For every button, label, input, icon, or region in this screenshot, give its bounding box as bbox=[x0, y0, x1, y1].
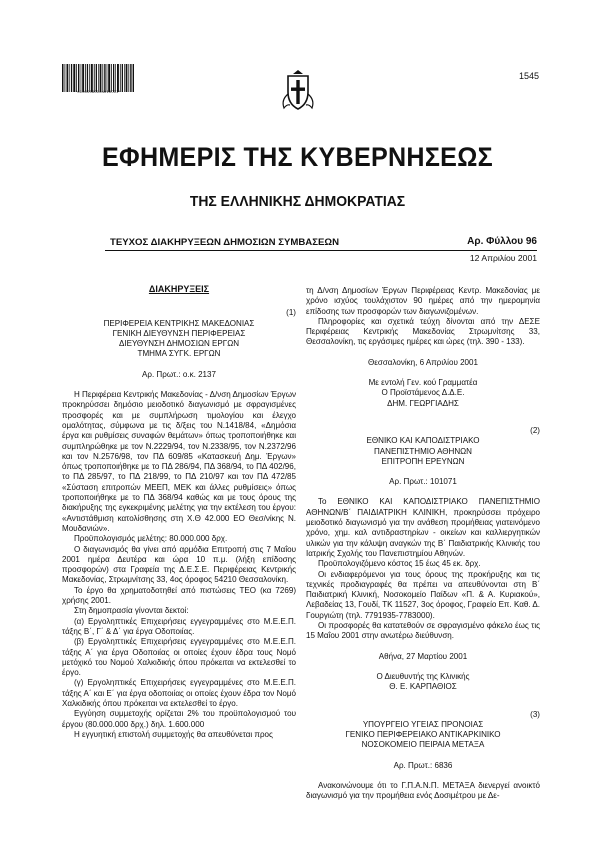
notice-paragraph: (β) Εργοληπτικές Επιχειρήσεις εγγεγραμμένες στο Μ.Ε.Ε.Π. τάξης Α΄ για έργα Οδοποιίας οι οποίες έχουν έδρα τους Νομό μετόχικό του Νομού Χαλκιδικής όπου πρόκειται να εκτελεσθεί το έργο. bbox=[62, 637, 296, 678]
authority-line: ΠΕΡΙΦΕΡΕΙΑ ΚΕΝΤΡΙΚΗΣ ΜΑΚΕΔΟΝΙΑΣ bbox=[103, 318, 255, 328]
notice-paragraph: Στη δημοπρασία γίνονται δεκτοί: bbox=[74, 606, 189, 616]
notice-number: (3) bbox=[530, 709, 540, 719]
notice-paragraph: τη Δ/νση Δημοσίων Έργων Περιφέρειας Κεντρ. Μακεδονίας με χρόνο ισχύος τουλάχιστον 90 ημέρες από την ημερομηνία επίδοσης των προσφορών των διαγωνιζομένων. bbox=[306, 286, 540, 316]
notice-paragraph: (γ) Εργοληπτικές Επιχειρήσεις εγγεγραμμένες στο Μ.Ε.Ε.Π. τάξης Α΄ και Ε΄ για έργα οδοποιίας οι οποίες έχουν έδρα τον Νομό Χαλκιδικής όπου πρόκειται να εκτελεσθεί το έργο. bbox=[62, 678, 296, 708]
authority-line: ΔΙΕΥΘΥΝΣΗ ΔΗΜΟΣΙΩΝ ΕΡΓΩΝ bbox=[118, 339, 240, 349]
section-title: ΔΙΑΚΗΡΥΞΕΙΣ bbox=[148, 284, 210, 294]
page-number: 1545 bbox=[518, 71, 539, 81]
authority-line: ΓΕΝΙΚΟ ΠΕΡΙΦΕΡΕΙΑΚΟ ΑΝΤΙΚΑΡΚΙΝΙΚΟ bbox=[345, 730, 501, 740]
gazette-title: ΕΦΗΜΕΡΙΣ ΤΗΣ ΚΥΒΕΡΝΗΣΕΩΣ bbox=[102, 142, 493, 172]
authority-line: ΤΜΗΜΑ ΣΥΓΚ. ΕΡΓΩΝ bbox=[137, 349, 221, 359]
protocol-number: Αρ. Πρωτ.: 6836 bbox=[393, 760, 453, 770]
signature-line: Με εντολή Γεν. κού Γραμματέα bbox=[368, 378, 478, 388]
signature-name: ΔΗΜ. ΓΕΩΡΓΙΑΔΗΣ bbox=[387, 398, 459, 408]
notice-paragraph: Η εγγυητική επιστολή συμμετοχής θα απευθύνεται προς bbox=[74, 729, 273, 739]
right-column bbox=[306, 286, 540, 802]
gazette-subtitle: ΤΗΣ ΕΛΛΗΝΙΚΗΣ ΔΗΜΟΚΡΑΤΙΑΣ bbox=[189, 193, 406, 210]
notice-paragraph: Οι προσφορές θα κατατεθούν σε σφραγισμένο φάκελο έως τις 15 Μαΐου 2001 στην ανωτέρω διεύθυνση. bbox=[306, 621, 540, 641]
notice-paragraph: Προϋπολογιζόμενο κόστος 15 έως 45 εκ. δρχ. bbox=[318, 559, 481, 569]
signature-name: Θ. Ε. ΚΑΡΠΑΘΙΟΣ bbox=[389, 682, 457, 692]
notice-paragraph: Το ΕΘΝΙΚΟ ΚΑΙ ΚΑΠΟΔΙΣΤΡΙΑΚΟ ΠΑΝΕΠΙΣΤΗΜΙΟ ΑΘΗΝΩΝ/Β΄ ΠΑΙΔΙΑΤΡΙΚΗ ΚΛΙΝΙΚΗ, προκηρύσσει πρόχειρο μειοδοτικό διαγωνισμό για την ανάθεση προμήθειας γιατεινόμενο χρόνο, χημ. καλ αντιδραστηρίων - οικείων και καλλιεργητικών υλικών για την κάλυψη αναγκών της Β΄ Παιδιατρικής Κλινικής του Ιατρικής Σχολής του Πανεπιστημίου Αθηνών. bbox=[306, 497, 540, 558]
header-divider bbox=[105, 250, 537, 251]
signature-place-date: Αθήνα, 27 Μαρτίου 2001 bbox=[378, 651, 468, 661]
protocol-number: Αρ. Πρωτ.: ο.κ. 2137 bbox=[142, 369, 216, 379]
barcode-icon bbox=[62, 64, 134, 92]
notice-paragraph: Εγγύηση συμμετοχής ορίζεται 2% του προϋπολογισμού του έργου (80.000.000 δρχ.) δηλ. 1.600.000 bbox=[62, 709, 296, 729]
barcode-number: *01000960104010001* bbox=[75, 89, 121, 94]
authority-line: ΓΕΝΙΚΗ ΔΙΕΥΘΥΝΣΗ ΠΕΡΙΦΕΡΕΙΑΣ bbox=[112, 328, 246, 338]
notice-paragraph: Η Περιφέρεια Κεντρικής Μακεδονίας - Δ/νση Δημοσίων Έργων προκηρύσσει δημόσιο μειοδοτικό διαγωνισμό με σφραγισμένες προσφορές και με συμπλήρωση τιμολογίου και έλεγχο ομαλότητας, σύμφωνα με τις δ/ξεις του Ν.1418/84, «Δημόσια έργα και ρυθμίσεις συναφών θεμάτων» όπως τροποποιήθηκε και συμπληρώθηκε με τον Ν.2229/94, τον Ν.2338/95, τον Ν.2372/96 και τον Ν.2576/98, τον ΠΔ 609/85 «Κατασκευή Δημ. Έργων» όπως τροποποιήθηκε με το ΠΔ 286/94, ΠΔ 368/94, το ΠΔ 402/96, το ΠΔ 285/97, το ΠΔ 218/99, το ΠΔ 210/97 και τον ΠΔ 472/85 «Σύσταση επιτροπών ΜΕΕΠ, ΜΕΚ και άλλες ρυθμίσεις» όπως τροποποιήθηκε με το ΠΔ 368/94 καθώς και με τους όρους της διακήρυξης της εγκεκριμένης μελέτης για την εκτέλεση του έργου: «Αντιστάθμιση κατολίσθησης στη Χ.Θ 42.000 ΕΟ Θεσ/νίκης Ν. Μουδανιών». bbox=[62, 390, 296, 533]
left-column bbox=[62, 284, 296, 740]
notice-number: (1) bbox=[286, 308, 296, 318]
notice-paragraph: (α) Εργοληπτικές Επιχειρήσεις εγγεγραμμένες στο Μ.Ε.Ε.Π. τάξης Β΄, Γ΄ & Δ΄ για έργα Οδοποιίας. bbox=[62, 616, 296, 636]
authority-line: ΥΠΟΥΡΓΕΙΟ ΥΓΕΙΑΣ ΠΡΟΝΟΙΑΣ bbox=[362, 719, 484, 729]
notice-number: (2) bbox=[530, 425, 540, 435]
signature-line: Ο Προϊστάμενος Δ.Δ.Ε. bbox=[381, 388, 465, 398]
issue-number: Αρ. Φύλλου 96 bbox=[467, 236, 537, 247]
signature-place-date: Θεσσαλονίκη, 6 Απριλίου 2001 bbox=[368, 357, 478, 367]
authority-line: ΕΠΙΤΡΟΠΗ ΕΡΕΥΝΩΝ bbox=[381, 456, 465, 466]
notice-paragraph: Ο διαγωνισμός θα γίνει από αρμόδια Επιτροπή στις 7 Μαΐου 2001 ημέρα Δευτέρα και ώρα 10 π.μ. (λήξη επίδοσης προσφορών) στα Γραφεία της Δ.Ε.Σ.Ε. Περιφέρειας Κεντρικής Μακεδονίας, Στρωμνίτσης 33, 4ος όροφος 54210 Θεσσαλονίκη. bbox=[62, 544, 296, 585]
signature-line: Ο Διευθυντής της Κλινικής bbox=[376, 671, 470, 681]
notice-paragraph: Ανακοινώνουμε ότι το Γ.Π.Α.Ν.Π. ΜΕΤΑΞΑ διενεργεί ανοικτό διαγωνισμό για την προμήθεια ενός Δοσιμέτρου με Δε- bbox=[306, 780, 540, 801]
protocol-number: Αρ. Πρωτ.: 101071 bbox=[389, 477, 457, 487]
greek-coat-of-arms-icon bbox=[280, 70, 316, 112]
authority-line: ΠΑΝΕΠΙΣΤΗΜΙΟ ΑΘΗΝΩΝ bbox=[373, 446, 472, 456]
issue-series: ΤΕΥΧΟΣ ΔΙΑΚΗΡΥΞΕΩΝ ΔΗΜΟΣΙΩΝ ΣΥΜΒΑΣΕΩΝ bbox=[110, 237, 339, 248]
notice-paragraph: Πληροφορίες και σχετικά τεύχη δίνονται από την ΔΕΣΕ Περιφέρειας Κεντρικής Μακεδονίας Στρωμνίτσης 33, Θεσσαλονίκη, τις εργάσιμες ημέρες και ώρες (τηλ. 390 - 133). bbox=[306, 316, 540, 347]
notice-paragraph: Το έργο θα χρηματοδοτηθεί από πιστώσεις ΤΕΟ (κα 7269) χρήσης 2001. bbox=[62, 585, 296, 606]
authority-line: ΝΟΣΟΚΟΜΕΙΟ ΠΕΙΡΑΙΑ ΜΕΤΑΞΑ bbox=[361, 740, 485, 750]
notice-paragraph: Οι ενδιαφερόμενοι για τους όρους της προκήρυξης και τις τεχνικές προδιαγραφές θα πρέπει να απευθύνονται στη Β΄ Παιδιατρική Κλινική, Νοσοκομείο Παίδων «Π. & Α. Κυριακού», Λεβαδείας 13, Γουδί, ΤΚ 11527, 3ος όροφος, Γραφείο Επ. Καθ. Δ. Γουργιώτη (τηλ. 7791935-7783000). bbox=[306, 569, 540, 620]
issue-date: 12 Απριλίου 2001 bbox=[469, 253, 537, 263]
authority-line: ΕΘΝΙΚΟ ΚΑΙ ΚΑΠΟΔΙΣΤΡΙΑΚΟ bbox=[366, 436, 480, 446]
notice-paragraph: Προϋπολογισμός μελέτης: 80.000.000 δρχ. bbox=[74, 534, 228, 544]
